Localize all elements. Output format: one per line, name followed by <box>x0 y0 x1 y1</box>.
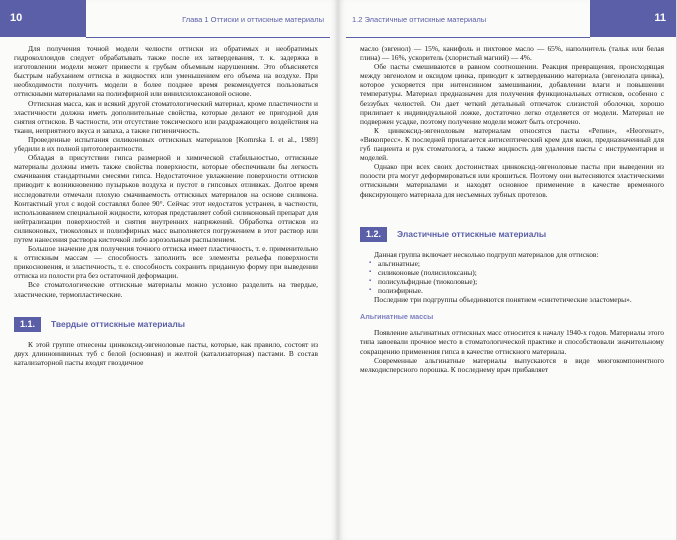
paragraph: К цинкоксид-эвгеноловым материалам относятся пасты «Репин», «Неогенат», «Викопресс». К последней прилагается антисептический крем для кожи, предназначенный для губ пациента и рук стоматолога, а также жидкость для удаления пасты с инструментария и моделей. <box>360 125 664 163</box>
paragraph: Данная группа включает несколько подгрупп материалов для оттисков: <box>374 249 599 259</box>
page-number-tab <box>0 0 86 37</box>
right-body-text <box>360 44 664 374</box>
subgroup-list <box>360 259 664 295</box>
paragraph: масло (эвгенол) — 15%, канифоль и пихтовое масло — 65%, наполнитель (тальк или белая глина) — 16%, ускоритель (хлористый магний) — 4%. <box>360 44 664 63</box>
list-item: ▪ полисульфидные (тиоколовые); <box>378 277 664 286</box>
right-page <box>338 0 676 540</box>
paragraph: Последние три подгруппы объединяются понятием «синтетические эластомеры». <box>374 295 632 305</box>
paragraph: Все стоматологические оттискные материалы можно условно разделить на твердые, эластические, термопластические. <box>14 280 318 299</box>
section-number: 1.2. <box>360 227 387 242</box>
list-item: ▪ силиконовые (полисилоксаны); <box>378 268 664 277</box>
spacer <box>360 199 664 213</box>
list-item: ▪ альгинатные; <box>378 259 664 268</box>
section-heading <box>14 317 318 332</box>
left-body-text <box>14 44 318 367</box>
header-rule <box>86 37 330 38</box>
section-title: Твердые оттискные материалы <box>51 318 186 329</box>
page-number-tab <box>590 0 676 37</box>
page-number: 10 <box>10 12 23 24</box>
section-title: Эластичные оттискные материалы <box>397 228 547 239</box>
paragraph: Оттискная масса, как и всякий другой стоматологический материал, кроме пластичности и эластичности должна иметь дополнительные свойства, которые делают ее пригодной для снятия оттисков. В частности, эти отсутствие токсического или раздражающего воздействия на ткани, неприятного вкуса и запаха, а также гигиеничность. <box>14 98 318 135</box>
paragraph: Современные альгинатные материалы выпускаются в виде многокомпонентного мелкодисперсного порошка. К последнему врач прибавляет <box>360 355 664 374</box>
paragraph: Проведенные испытания силиконовых оттискных материалов [Komrska I. et al., 1989] убедили в их полной цитотолерантности. <box>14 134 318 154</box>
page-number: 11 <box>654 12 666 24</box>
left-page <box>0 0 338 540</box>
paragraph: Обладая в присутствии гипса размерной и химической стабильностью, оттискные материалы должны иметь также свойства поверхности, которые обеспечивали бы легкость смачивания стандартными смесями гипса. Недостаточное увлажнение поверхности оттисков приводит к возникновению пузырьков воздуха и пустот в гипсовых отливках. Долгое время исследователи отмечали плохую смачиваемость оттискных материалов на основе силикона. Контактный угол с водой составлял более 90°. Сейчас этот недостаток устранен, в частности, использованием специальной жидкости, которая представляет собой силиконовый препарат для нейтрализации поверхностей и снятия внутренних напряжений. Обработка оттисков из силиконовых, тиоколовых и полиэфирных масс выполняется погружением в этот раствор или путем нанесения раствора кисточкой либо аэрозольным распылением. <box>14 153 318 244</box>
paragraph: Однако при всех своих достоинствах цинкоксид-эвгеноловые пасты при выведении из полости рта могут деформироваться или крошиться. Поэтому они вытесняются эластическими оттискными материалами и находят основное применение в качестве временного фиксирующего материала для несъемных зубных протезов. <box>360 162 664 199</box>
paragraph: Для получения точной модели челюсти оттиски из обратимых и необратимых гидроколлоидов следует обрабатывать также после их затвердевания, т. к. задержка в изготовлении модели может привести к грубым объемным нарушениям. Это объясняется быстрым набуханием оттиска в жидкостях или уменьшением его объема на воздухе. При необходимости получить модели в более позднее время рекомендуется пользоваться оттискными материалами на полиэфирной или винилсилоксановой основе. <box>14 44 318 99</box>
paragraph: Обе пасты смешиваются в равном соотношении. Реакция превращения, происходящая между эвгенолом и оксидом цинка, приводит к затвердеванию материала (эвгенолата цинка), которое ускоряется при интенсивном замешивании, добавлении влаги и повышении температуры. Материал предназначен для получения функциональных оттисков, особенно с беззубых челюстей. Он дает четкий детальный отпечаток слизистой оболочки, хорошо прилипает к индивидуальной ложке, достаточно легко отделяется от модели. Материал не подвержен усадке, поэтому получение модели может быть отсрочено. <box>360 62 664 126</box>
section-number: 1.1. <box>14 317 41 332</box>
paragraph: Появление альгинатных оттискных масс относится к началу 1940-х годов. Материалы этого типа завоевали прочное место в стоматологической практике и способствовали значительному сокращению применения гипса в качестве оттискного материала. <box>360 328 664 356</box>
header-rule <box>346 37 590 38</box>
section-heading <box>360 227 664 242</box>
paragraph: К этой группе отнесены цинкоксид-эвгеноловые пасты, которые, как правило, состоят из двух длинноинвиных туб с белой (основная) и желтой (катализаторная) пастами. В состав катализаторной пасты входят гвоздичное <box>14 339 318 367</box>
subsection-title: Альгинатные массы <box>360 312 434 322</box>
list-item: ▪ полиэфирные. <box>378 286 664 295</box>
running-head: Глава 1 Оттиски и оттискные материалы <box>182 15 324 24</box>
running-head: 1.2 Эластичные оттискные материалы <box>352 15 487 24</box>
paragraph: Большое значение для получения точного оттиска имеет пластичность, т. е. применительно к оттискным массам — способность заполнить все элементы рельефа поверхности прикосновения, и эластичность, т. е. способность сохранить приданную форму при выведении оттиска из полости рта без остаточной деформации. <box>14 244 318 281</box>
